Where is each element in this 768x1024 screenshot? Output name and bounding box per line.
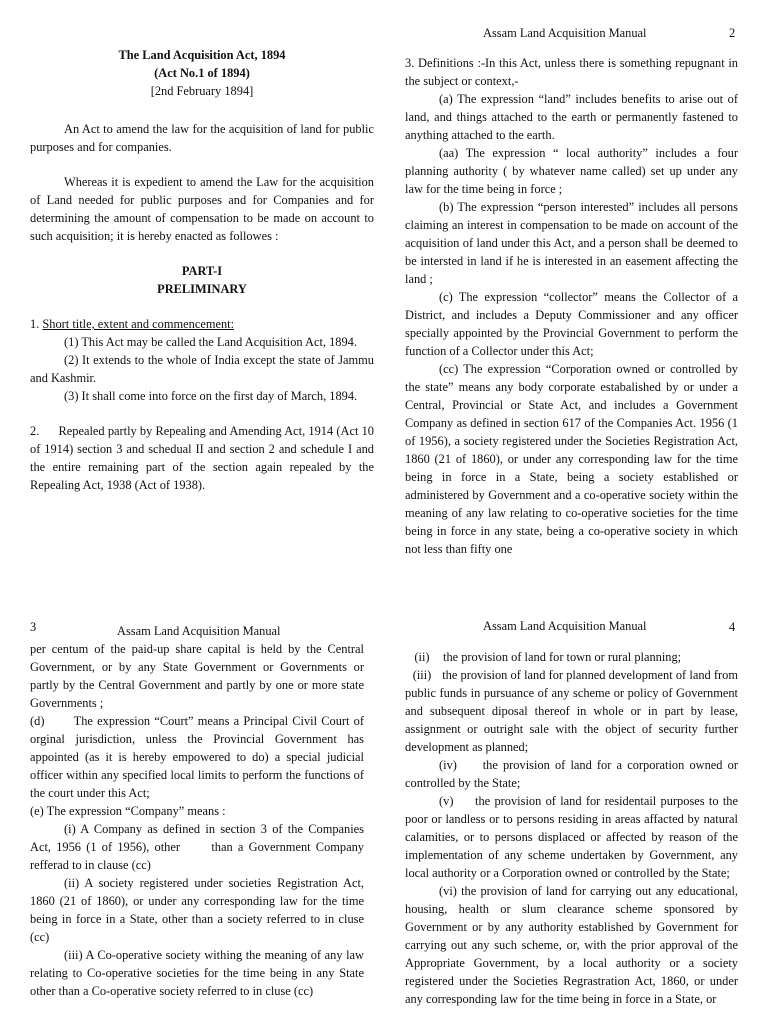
section-1-title: Short title, extent and commencement: xyxy=(42,317,235,331)
section-1-clause-2: (2) It extends to the whole of India except the state of Jammu and Kashmir. xyxy=(30,353,374,385)
definition-e-i: (i) A Company as defined in section 3 of the Companies Act, 1956 (1 of 1956), other than a Government Company refferad to in clause (cc) xyxy=(30,822,368,872)
section-1-heading xyxy=(30,315,374,333)
page3-number: 3 xyxy=(30,620,37,634)
section-1-clause-3: (3) It shall come into force on the first day of March, 1894. xyxy=(64,389,358,403)
act-number: (Act No.1 of 1894) xyxy=(154,66,250,80)
definition-cc-continued: per centum of the paid-up share capital is held by the Central Government, or by any State Government or Governments or partly by the Central Government and partly by one or more state Governments ; xyxy=(30,642,364,710)
item-ii-number: (ii) xyxy=(414,650,430,664)
item-iii xyxy=(405,666,738,756)
section-1-clause-1: (1) This Act may be called the Land Acquisition Act, 1894. xyxy=(64,335,357,349)
page2-right-column xyxy=(405,54,738,558)
preamble-paragraph-2: Whereas it is expedient to amend the Law for the acquisition of Land needed for public purposes and for Companies and for determining the amount of compensation to be made on account to such acquisition; it is hereby enacted as followes : xyxy=(30,175,374,243)
part-subtitle: PRELIMINARY xyxy=(157,282,247,296)
item-iv: (iv) the provision of land for a corporation owned or controlled by the State; xyxy=(405,758,742,790)
page2-running-head: Assam Land Acquisition Manual xyxy=(483,26,647,40)
page2-left-column xyxy=(30,46,378,494)
item-iii-text: the provision of land for planned development of land from public funds in pursuance of any scheme or policy of Government and subsequent diposal thereof in whole or in part by lease, assignment or outright sale with the object of security further development as planned; xyxy=(405,668,738,754)
definition-cc: (cc) The expression “Corporation owned or controlled by the state” means any body corporate estabalished by or under a Central, Provincial or State Act, and includes a Government Company as defined in section 617 of the Companies Act. 1956 (1 of 1956), a society registered under the Societies Registration Act, 1860 (21 of 1860), or under any corresponding law for the time being in force in a State, being a society established or administered by Government and a co-operative society within the meaning of any law relating to co-operative societies for the time being in force in any state, being a co-operative society in which not less than fifty one xyxy=(405,362,738,556)
definition-aa: (aa) The expression “ local authority” includes a four planning authority ( by whatever name called) set up under any law for the time being in force ; xyxy=(405,146,738,196)
act-title: The Land Acquisition Act, 1894 xyxy=(118,48,286,62)
page4-number: 4 xyxy=(729,620,736,634)
section-2-paragraph: 2. Repealed partly by Repealing and Amending Act, 1914 (Act 10 of 1914) section 3 and schedual II and section 2 and schedule I and the entire remaining part of the section again repealed by the Repealing Act, 1938 (Act of 1938). xyxy=(30,424,378,492)
definition-e-iii: (iii) A Co-operative society withing the meaning of any law relating to Co-operative societies for the time being in any State other than a Co-operative society referred to in cluse (cc) xyxy=(30,948,364,998)
definition-d: (d) The expression “Court” means a Principal Civil Court of orginal jurisdiction, unless the Provincial Government has appointed (as it is hereby empowered to do) a special judicial officer within any specified local limits to perform the functions of the court under this Act; xyxy=(30,714,368,800)
item-ii xyxy=(405,648,738,666)
item-v: (v) the provision of land for residentail purposes to the poor or landless or to persons residing in areas affacted by natural calamities, or to persons displaced or affected by reason of the implementation of any scheme undertaken by Government, any local authority or a Corporation owned or controlled by the State; xyxy=(405,794,742,880)
definition-c: (c) The expression “collector” means the Collector of a District, and includes a Deputy Commissioner and any officer specially appointed by the Provincial Government to perform the function of a Collector under this Act; xyxy=(405,290,738,358)
page2-number: 2 xyxy=(729,26,736,40)
section-1-number: 1. xyxy=(30,317,43,331)
item-ii-text: the provision of land for town or rural planning; xyxy=(443,650,682,664)
page4-column xyxy=(405,648,742,1008)
page3-running-head: Assam Land Acquisition Manual xyxy=(117,624,281,638)
definition-b: (b) The expression “person interested” includes all persons claiming an interest in compensation to be made on account of the acquisition of land under this Act, and a person shall be deemed to be intersted in land if he is interested in an easement affecting the land ; xyxy=(405,200,738,286)
section-3-intro: 3. Definitions :-In this Act, unless there is something repugnant in the subject or context,- xyxy=(405,56,738,88)
definition-a: (a) The expression “land” includes benefits to arise out of land, and things attached to the earth or permanently fastened to anything attached to the earth. xyxy=(405,92,738,142)
item-iii-number: (iii) xyxy=(412,668,432,682)
item-vi: (vi) the provision of land for carrying out any educational, housing, health or slum clearance scheme sponsored by Government or by any authority established by Government for carrying out any such scheme, or, with the prior approval of the Appropriate Government, by a local authority or a society registered under the Societies Regrastration Act, 1860, or under any corresponding law for the time being in force in a State, or xyxy=(405,884,738,1006)
definition-e: (e) The expression “Company” means : xyxy=(30,804,226,818)
preamble-paragraph-1: An Act to amend the law for the acquisition of land for public purposes and for companies. xyxy=(30,122,374,154)
page3-column xyxy=(30,640,368,1000)
page4-running-head: Assam Land Acquisition Manual xyxy=(483,619,647,633)
act-date: [2nd February 1894] xyxy=(150,84,254,98)
part-title: PART-I xyxy=(181,264,223,278)
definition-e-ii: (ii) A society registered under societies Registration Act, 1860 (21 of 1860), or under any corresponding law for the time being in force in a State, other than a society referred to in cluse (cc) xyxy=(30,876,364,944)
